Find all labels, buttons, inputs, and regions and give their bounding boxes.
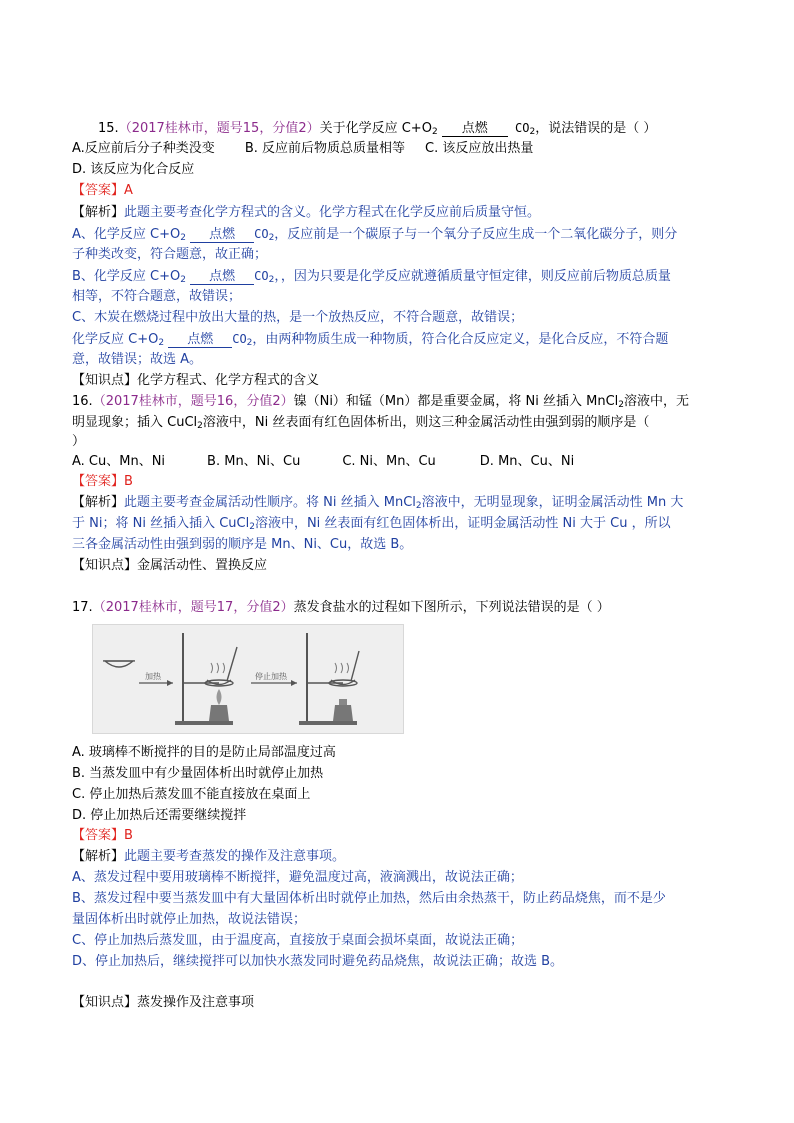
q15-stem: 15.（2017桂林市，题号15，分值2）关于化学反应 $C+O_2$ 点燃 $CO_2$，说法错误的是（ ） xyxy=(98,121,657,137)
analysis-b-cont: 相等，不符合题意，故错误； xyxy=(72,289,242,304)
analysis-c: C、木炭在燃烧过程中放出大量的热，是一个放热反应，不符合题意，故错误； xyxy=(72,310,524,325)
question-number: 16. xyxy=(72,394,93,409)
question-meta: （2017桂林市，题号17，分值2） xyxy=(92,600,294,615)
option-d: D. Mn、Cu、Ni xyxy=(479,454,575,469)
analysis-a: A、蒸发过程中要用玻璃棒不断搅拌，避免温度过高，液滴溅出，故说法正确； xyxy=(72,870,523,885)
option-d: D. 停止加热后还需要继续搅拌 xyxy=(72,808,247,823)
figure-label-heat: 加热 xyxy=(145,672,161,681)
question-meta: （2017桂林市，题号16，分值2） xyxy=(92,394,294,409)
option-b: B. 当蒸发皿中有少量固体析出时就停止加热 xyxy=(72,766,324,781)
evaporation-apparatus-figure xyxy=(92,624,404,734)
answer-line: 【答案】B xyxy=(72,474,133,489)
answer-line: 【答案】A xyxy=(72,183,133,198)
knowledge-point: 【知识点】金属活动性、置换反应 xyxy=(72,558,268,573)
answer-line: 【答案】B xyxy=(72,828,133,843)
analysis-c: C、停止加热后蒸发皿，由于温度高，直接放于桌面会损坏桌面，故说法正确； xyxy=(72,933,524,948)
analysis-b-cont: 量固体析出时就停止加热，故说法错误； xyxy=(72,912,307,927)
question-number: 17. xyxy=(72,600,93,615)
option-a: A. Cu、Mn、Ni xyxy=(72,454,166,469)
analysis-a: A、化学反应 $C+O_2$ 点燃 $CO_2$，反应前是一个碳原子与一个氧分子反应生成一个二氧化碳分子，则分 xyxy=(72,227,678,243)
option-b: B. Mn、Ni、Cu xyxy=(207,454,301,469)
option-a: A.反应前后分子种类没变 xyxy=(72,141,215,156)
analysis-d: D、停止加热后，继续搅拌可以加快水蒸发同时避免药品烧焦，故说法正确；故选 B。 xyxy=(72,954,564,969)
option-c: C. Ni、Mn、Cu xyxy=(342,454,436,469)
analysis-b: B、蒸发过程中要当蒸发皿中有大量固体析出时就停止加热，然后由余热蒸干，防止药品烧焦，而不是少 xyxy=(72,891,666,906)
figure-label-stop-heat: 停止加热 xyxy=(255,672,287,681)
option-c: C. 停止加热后蒸发皿不能直接放在桌面上 xyxy=(72,787,311,802)
knowledge-point: 【知识点】化学方程式、化学方程式的含义 xyxy=(72,373,320,388)
analysis-d-cont: 意，故错误；故选 A。 xyxy=(72,352,203,367)
option-a: A. 玻璃棒不断搅拌的目的是防止局部温度过高 xyxy=(72,745,336,760)
answer-value: B xyxy=(124,828,133,843)
q16-stem-end: ） xyxy=(72,434,86,449)
evaporating-dish-icon xyxy=(105,661,133,667)
knowledge-point: 【知识点】蒸发操作及注意事项 xyxy=(72,995,255,1010)
question-meta: （2017桂林市，题号15，分值2） xyxy=(118,121,320,136)
analysis-line: 【解析】此题主要考查金属活动性顺序。将 Ni 丝插入 MnCl$_2$溶液中，无明显现象，证明金属活动性 Mn 大 xyxy=(72,495,684,511)
analysis-line: 【解析】此题主要考查化学方程式的含义。化学方程式在化学反应前后质量守恒。 xyxy=(72,205,541,220)
question-number: 15. xyxy=(98,121,119,136)
option-d: D. 该反应为化合反应 xyxy=(72,162,195,177)
q16-options-row xyxy=(72,452,574,472)
analysis-d: 化学反应 $C+O_2$ 点燃 $CO_2$，由两种物质生成一种物质，符合化合反应定义，是化合反应，不符合题 xyxy=(72,332,669,348)
alcohol-lamp-icon xyxy=(209,705,229,721)
option-c: C. 该反应放出热量 xyxy=(425,141,534,156)
answer-value: A xyxy=(124,183,133,198)
reaction-condition: 点燃 xyxy=(442,122,508,137)
q17-stem: 17.（2017桂林市，题号17，分值2）蒸发食盐水的过程如下图所示，下列说法错误的是（ ） xyxy=(72,600,610,615)
q16-stem-cont: 明显现象；插入 CuCl$_2$溶液中，Ni 丝表面有红色固体析出，则这三种金属活动性由强到弱的顺序是（ xyxy=(72,415,650,431)
q15-options-row xyxy=(72,139,533,159)
analysis-line: 【解析】此题主要考查蒸发的操作及注意事项。 xyxy=(72,849,346,864)
analysis-conclusion: 三各金属活动性由强到弱的顺序是 Mn、Ni、Cu，故选 B。 xyxy=(72,537,413,552)
evaporation-diagram xyxy=(93,625,403,733)
q16-stem: 16.（2017桂林市，题号16，分值2）镍（Ni）和锰（Mn）都是重要金属，将 Ni 丝插入 MnCl$_2$溶液中，无 xyxy=(72,394,690,410)
glass-rod-icon xyxy=(227,647,237,681)
analysis-a-cont: 子种类改变，符合题意，故正确； xyxy=(72,247,268,262)
option-b: B. 反应前后物质总质量相等 xyxy=(244,141,405,156)
analysis-b: B、化学反应 $C+O_2$ 点燃 $CO_2$，，因为只要是化学反应就遵循质量守恒定律，则反应前后物质总质量 xyxy=(72,269,671,285)
analysis-cont: 于 Ni；将 Ni 丝插入插入 CuCl$_2$溶液中，Ni 丝表面有红色固体析出，证明金属活动性 Ni 大于 Cu ，所以 xyxy=(72,516,671,532)
answer-value: B xyxy=(124,474,133,489)
